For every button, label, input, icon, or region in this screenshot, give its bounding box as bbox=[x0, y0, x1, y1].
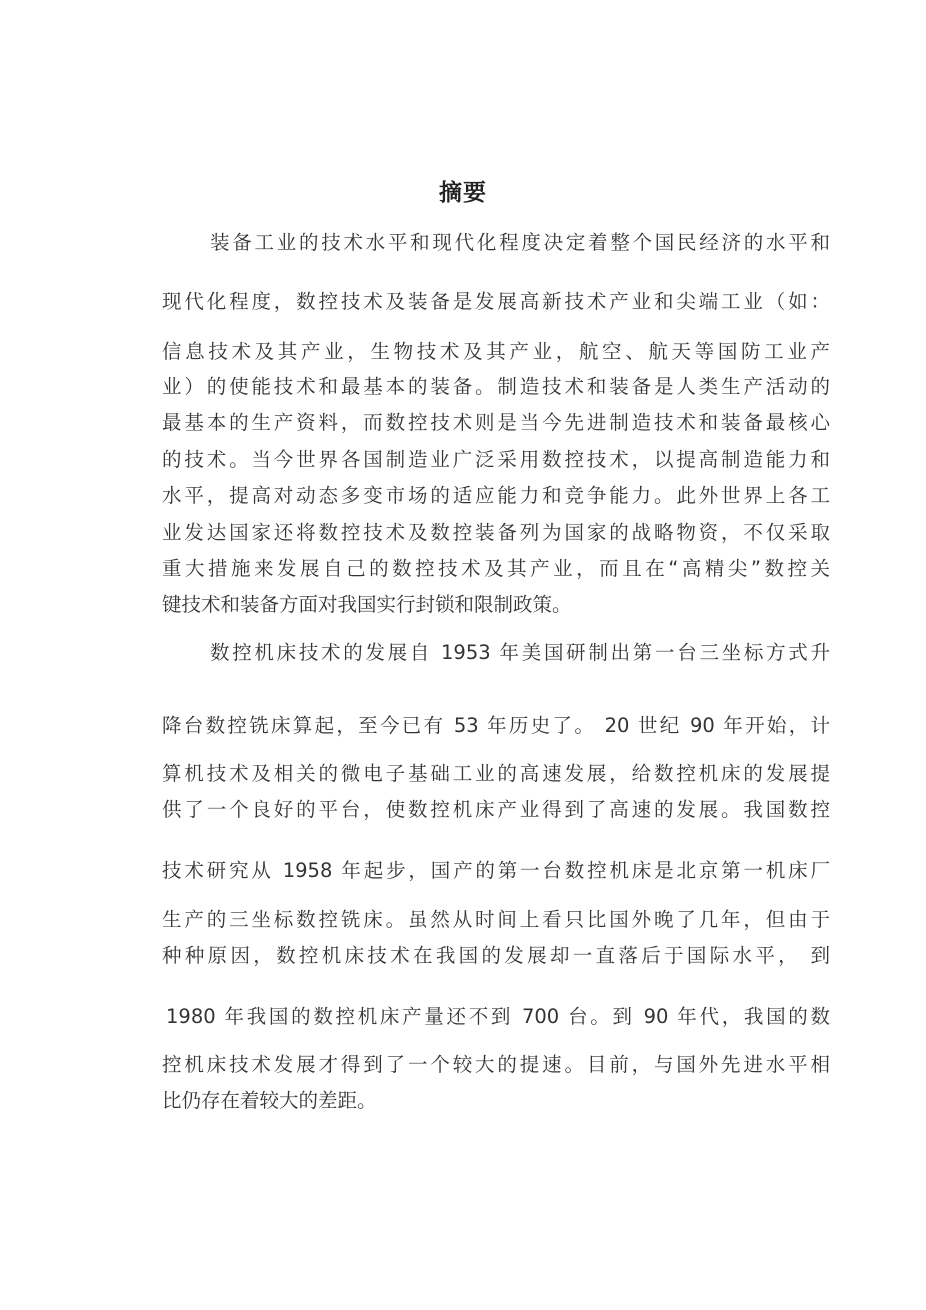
paragraph-2-line-7: 种种原因，数控机床技术在我国的发展却一直落后于国际水平， 到 bbox=[162, 944, 830, 967]
paragraph-2-line-5: 技术研究从 1958 年起步，国产的第一台数控机床是北京第一机床厂 bbox=[162, 859, 830, 882]
paragraph-1-line-1: 装备工业的技术水平和现代化程度决定着整个国民经济的水平和 bbox=[210, 231, 830, 254]
paragraph-2-line-9: 控机床技术发展才得到了一个较大的提速。目前，与国外先进水平相 bbox=[162, 1053, 830, 1076]
paragraph-1-line-9: 重大措施来发展自己的数控技术及其产业，而且在“高精尖”数控关 bbox=[162, 557, 830, 580]
paragraph-1-line-8: 业发达国家还将数控技术及数控装备列为国家的战略物资，不仅采取 bbox=[162, 521, 830, 544]
paragraph-2-line-1: 数控机床技术的发展自 1953 年美国研制出第一台三坐标方式升 bbox=[210, 641, 830, 664]
paragraph-1-line-5: 最基本的生产资料，而数控技术则是当今先进制造技术和装备最核心 bbox=[162, 411, 830, 434]
paragraph-1-line-6: 的技术。当今世界各国制造业广泛采用数控技术，以提高制造能力和 bbox=[162, 448, 830, 471]
paragraph-2-line-6: 生产的三坐标数控铣床。虽然从时间上看只比国外晚了几年，但由于 bbox=[162, 908, 830, 931]
paragraph-1-line-3: 信息技术及其产业，生物技术及其产业，航空、航天等国防工业产 bbox=[162, 340, 830, 363]
page-title: 摘要 bbox=[439, 180, 487, 206]
paragraph-1-line-7: 水平，提高对动态多变市场的适应能力和竞争能力。此外世界上各工 bbox=[162, 484, 830, 507]
paragraph-1-line-10: 键技术和装备方面对我国实行封锁和限制政策。 bbox=[162, 593, 572, 616]
paragraph-2-line-3: 算机技术及相关的微电子基础工业的高速发展，给数控机床的发展提 bbox=[162, 762, 830, 785]
paragraph-2-line-4: 供了一个良好的平台，使数控机床产业得到了高速的发展。我国数控 bbox=[162, 798, 830, 821]
paragraph-1-line-2: 现代化程度，数控技术及装备是发展高新技术产业和尖端工业（如： bbox=[162, 290, 830, 313]
paragraph-2-line-2: 降台数控铣床算起，至今已有 53 年历史了。 20 世纪 90 年开始，计 bbox=[162, 714, 830, 737]
paragraph-2-line-8: 1980 年我国的数控机床产量还不到 700 台。到 90 年代，我国的数 bbox=[166, 1005, 830, 1028]
paragraph-2-line-10: 比仍存在着较大的差距。 bbox=[162, 1089, 377, 1112]
paragraph-1-line-4: 业）的使能技术和最基本的装备。制造技术和装备是人类生产活动的 bbox=[162, 375, 830, 398]
